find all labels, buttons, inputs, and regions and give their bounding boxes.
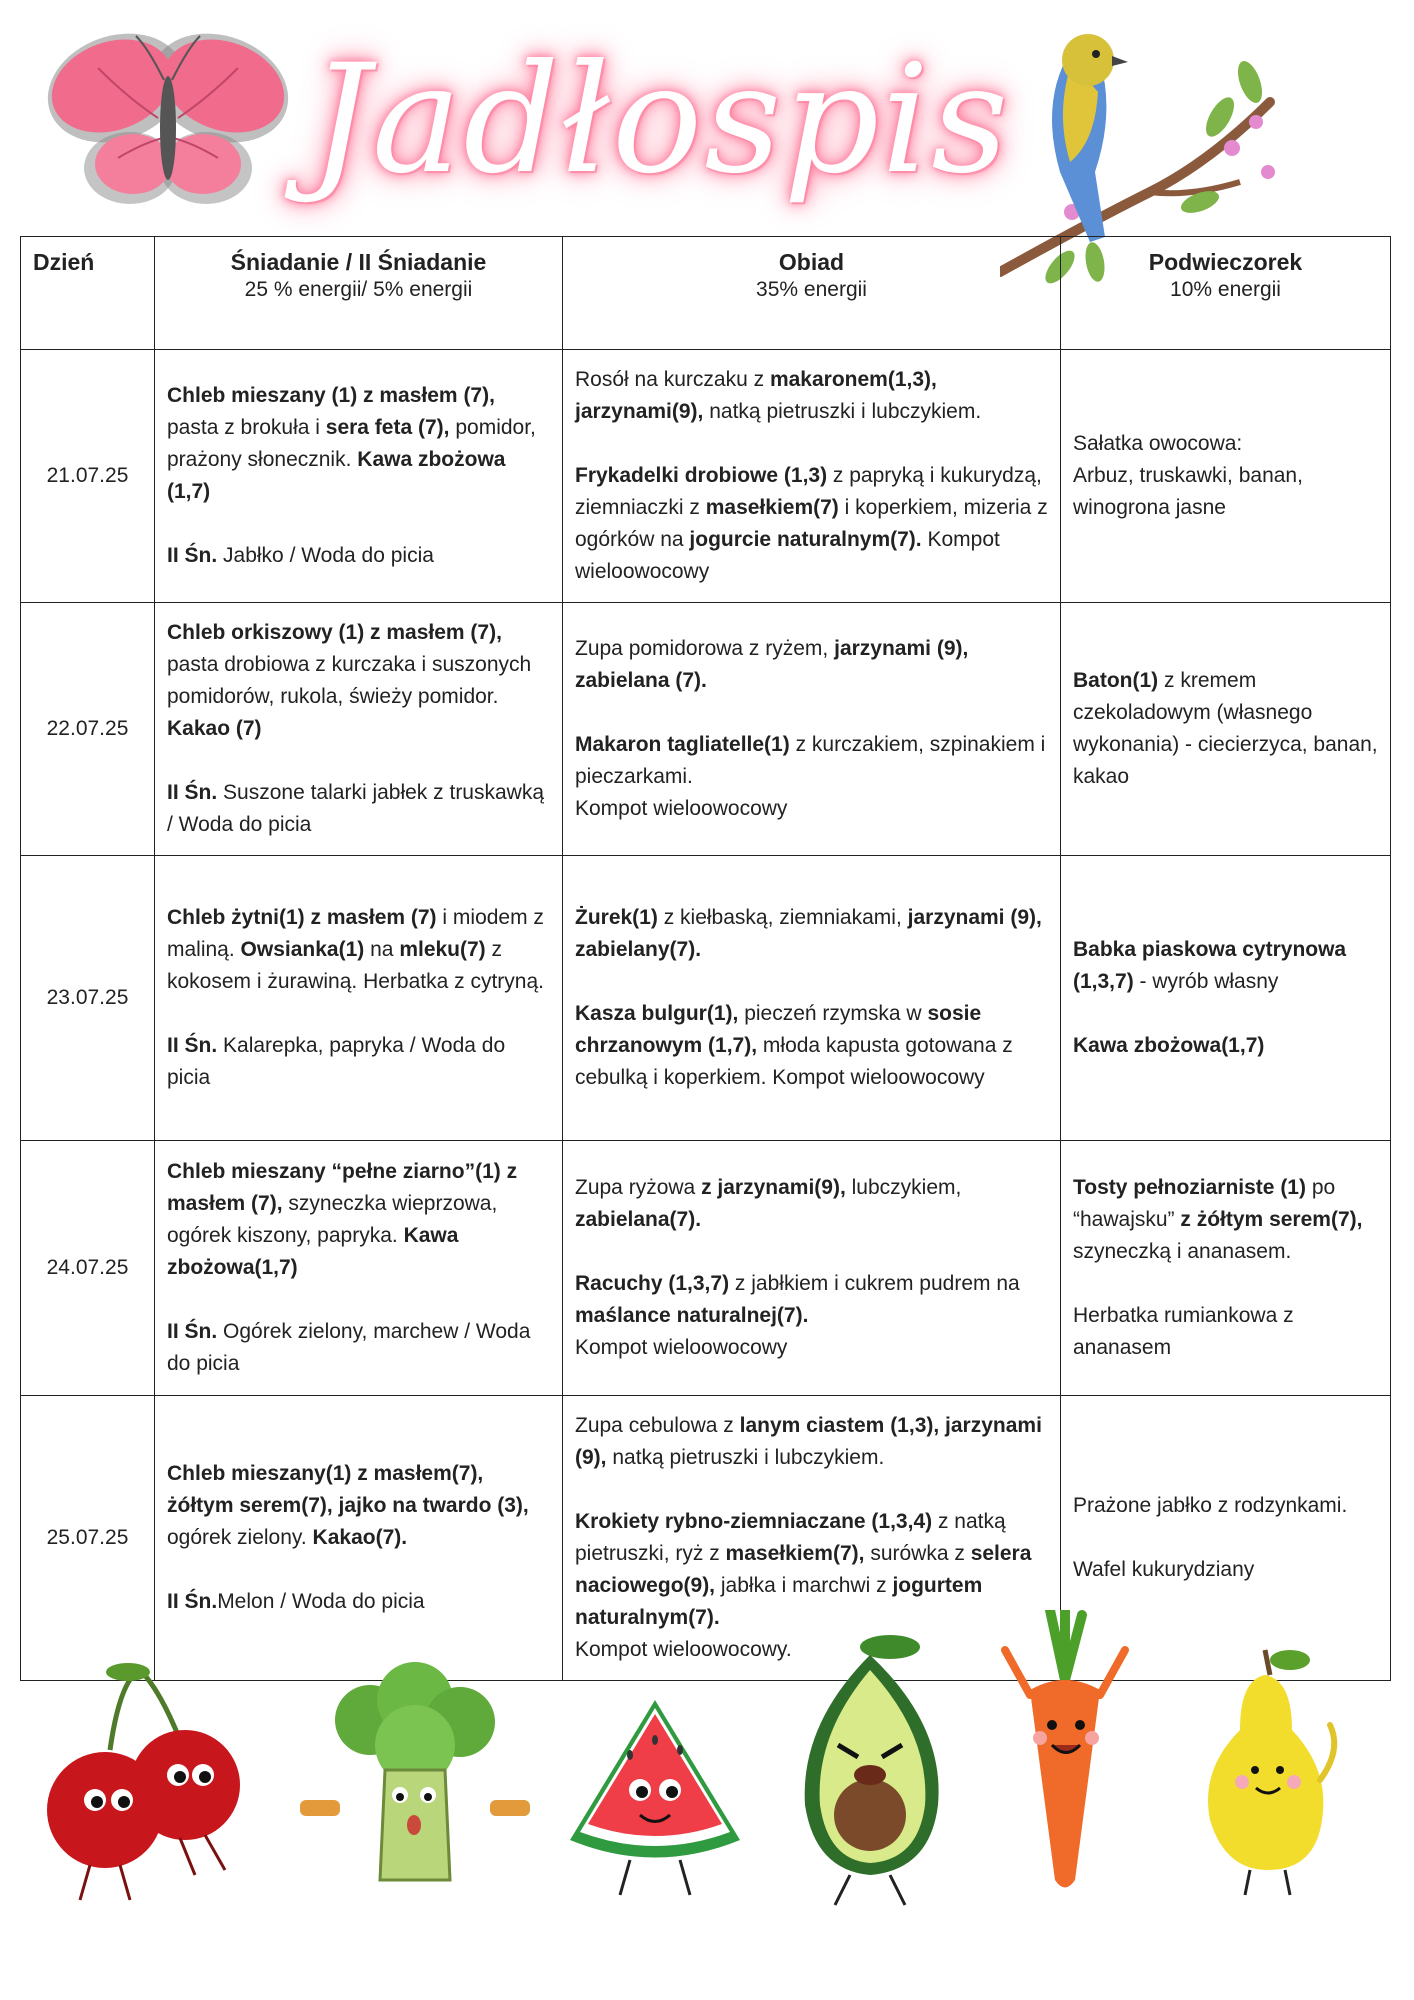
menu-text: z kurczakiem, szpinakiem i pieczarkami.: [575, 733, 1046, 788]
row-date: 22.07.25: [21, 603, 155, 856]
menu-bold: sera feta (7),: [325, 416, 450, 439]
breakfast-cell: [155, 350, 563, 603]
menu-text: na: [370, 938, 394, 961]
breakfast-cell: [155, 603, 563, 856]
menu-bold: selera naciowego(9),: [575, 1542, 1032, 1597]
menu-text: - wyrób własny: [1139, 970, 1279, 993]
menu-text: Zupa ryżowa: [575, 1176, 696, 1199]
menu-table: [20, 236, 1391, 1681]
lunch-cell: [563, 603, 1061, 856]
header-lunch-title: Obiad: [778, 249, 845, 275]
menu-bold: Owsianka(1): [240, 938, 365, 961]
menu-bold: Babka piaskowa cytrynowa (1,3,7): [1073, 938, 1347, 993]
header-snack-title: Podwieczorek: [1148, 249, 1303, 275]
watermelon-icon: [560, 1690, 750, 1920]
menu-bold: Frykadelki drobiowe (1,3): [575, 464, 828, 487]
broccoli-icon: [300, 1660, 530, 1910]
menu-bold: lanym ciastem (1,3),: [739, 1414, 940, 1437]
menu-text: surówka z: [870, 1542, 965, 1565]
header-snack: [1061, 237, 1391, 350]
menu-bold: Chleb żytni(1) z masłem (7): [167, 906, 437, 929]
menu-text: Zupa cebulowa z: [575, 1414, 734, 1437]
menu-text: natką pietruszki i lubczykiem.: [709, 400, 982, 423]
menu-text: Wafel kukurydziany: [1073, 1558, 1255, 1581]
header-day: Dzień: [21, 237, 155, 350]
menu-text: natką pietruszki i lubczykiem.: [612, 1446, 885, 1469]
menu-bold: jogurcie naturalnym(7).: [689, 528, 922, 551]
menu-text: z kokosem i żurawiną. Herbatka z cytryną.: [167, 938, 544, 993]
menu-bold: Baton(1): [1073, 669, 1159, 692]
menu-text: z kiełbaską, ziemniakami,: [663, 906, 902, 929]
row-date: 24.07.25: [21, 1141, 155, 1396]
table-row: [21, 1141, 1391, 1396]
menu-text: i koperkiem, mizeria z ogórków na: [575, 496, 1048, 551]
menu-bold: jarzynami (9), zabielana (7).: [575, 637, 969, 692]
menu-text: lubczykiem,: [851, 1176, 962, 1199]
menu-text: Kompot wieloowocowy: [575, 797, 788, 820]
snack-cell: [1061, 856, 1391, 1141]
menu-text: szyneczką i ananasem.: [1073, 1240, 1292, 1263]
menu-text: Prażone jabłko z rodzynkami.: [1073, 1494, 1348, 1517]
avocado-icon: [780, 1625, 960, 1915]
menu-bold: Kasza bulgur(1),: [575, 1002, 739, 1025]
menu-text: po “hawajsku”: [1073, 1176, 1336, 1231]
menu-text: z jabłkiem i cukrem pudrem na: [734, 1272, 1020, 1295]
table-row: [21, 603, 1391, 856]
table-row: [21, 350, 1391, 603]
snack-cell: [1061, 350, 1391, 603]
breakfast-cell: [155, 856, 563, 1141]
menu-text: Herbatka rumiankowa z ananasem: [1073, 1304, 1294, 1359]
menu-bold: Makaron tagliatelle(1): [575, 733, 790, 756]
menu-bold: masełkiem(7),: [725, 1542, 865, 1565]
menu-text: Suszone talarki jabłek z truskawką / Woda do picia: [167, 781, 545, 836]
butterfly-icon: [38, 28, 298, 228]
second-breakfast-label: II Śn.: [167, 544, 218, 567]
menu-bold: jogurtem naturalnym(7).: [575, 1574, 983, 1629]
menu-text: ogórek zielony.: [167, 1526, 307, 1549]
second-breakfast-label: II Śn.: [167, 1034, 218, 1057]
menu-bold: sosie chrzanowym (1,7),: [575, 1002, 982, 1057]
menu-text: Rosół na kurczaku z: [575, 368, 765, 391]
menu-bold: masełkiem(7): [705, 496, 839, 519]
menu-text: Ogórek zielony, marchew / Woda do picia: [167, 1320, 531, 1375]
menu-bold: Kawa zbożowa(1,7): [1073, 1034, 1265, 1057]
snack-cell: [1061, 603, 1391, 856]
menu-bold: makaronem(1,3),: [769, 368, 937, 391]
table-row: [21, 856, 1391, 1141]
menu-bold: jarzynami (9),: [575, 1414, 1042, 1469]
menu-text: z papryką i kukurydzą, ziemniaczki z: [575, 464, 1042, 519]
menu-bold: Chleb mieszany (1) z masłem (7),: [167, 384, 495, 407]
second-breakfast-label: II Śn.: [167, 1320, 218, 1343]
menu-text: młoda kapusta gotowana z cebulką i koperkiem. Kompot wieloowocowy: [575, 1034, 1013, 1089]
page-title: Jadłospis: [309, 33, 1011, 207]
menu-bold: Żurek(1): [575, 906, 658, 929]
row-date: 21.07.25: [21, 350, 155, 603]
second-breakfast-label: II Śn.: [167, 1590, 218, 1613]
menu-bold: jarzynami (9), zabielany(7).: [575, 906, 1042, 961]
menu-bold: maślance naturalnej(7).: [575, 1304, 809, 1327]
menu-bold: mleku(7): [399, 938, 486, 961]
menu-bold: Kakao(7).: [312, 1526, 408, 1549]
menu-text: z natką pietruszki, ryż z: [575, 1510, 1006, 1565]
menu-text: Melon / Woda do picia: [217, 1590, 425, 1613]
lunch-cell: [563, 856, 1061, 1141]
row-date: 23.07.25: [21, 856, 155, 1141]
table-header-row: [21, 237, 1391, 350]
menu-text: pieczeń rzymska w: [744, 1002, 922, 1025]
menu-text: jabłka i marchwi z: [720, 1574, 887, 1597]
menu-text: Jabłko / Woda do picia: [223, 544, 434, 567]
carrot-icon: [990, 1610, 1140, 1910]
menu-bold: zabielana(7).: [575, 1208, 702, 1231]
menu-bold: Chleb mieszany “pełne ziarno”(1) z masłem (7),: [167, 1160, 518, 1215]
header-breakfast: [155, 237, 563, 350]
menu-bold: Krokiety rybno-ziemniaczane (1,3,4): [575, 1510, 933, 1533]
menu-bold: Chleb mieszany(1) z masłem(7), żółtym serem(7), jajko na twardo (3),: [167, 1462, 529, 1517]
menu-text: pasta z brokuła i: [167, 416, 320, 439]
header-lunch: [563, 237, 1061, 350]
row-date: 25.07.25: [21, 1396, 155, 1681]
second-breakfast-label: II Śn.: [167, 781, 218, 804]
menu-bold: Racuchy (1,3,7): [575, 1272, 730, 1295]
menu-bold: z żółtym serem(7),: [1180, 1208, 1363, 1231]
menu-text: Kompot wieloowocowy.: [575, 1638, 792, 1661]
menu-text: i miodem z maliną.: [167, 906, 544, 961]
menu-bold: Kawa zbożowa (1,7): [167, 448, 506, 503]
lunch-cell: [563, 1141, 1061, 1396]
menu-text: pasta drobiowa z kurczaka i suszonych pomidorów, rukola, świeży pomidor.: [167, 653, 532, 708]
menu-text: Zupa pomidorowa z ryżem,: [575, 637, 829, 660]
menu-bold: Chleb orkiszowy (1) z masłem (7),: [167, 621, 502, 644]
menu-bold: Tosty pełnoziarniste (1): [1073, 1176, 1306, 1199]
menu-text: z kremem czekoladowym (własnego wykonania) - ciecierzyca, banan, kakao: [1073, 669, 1378, 788]
menu-text: szyneczka wieprzowa, ogórek kiszony, papryka.: [167, 1192, 498, 1247]
menu-bold: Kawa zbożowa(1,7): [167, 1224, 459, 1279]
header-breakfast-sub: 25 % energii/ 5% energii: [244, 278, 473, 301]
lunch-cell: [563, 350, 1061, 603]
menu-text: Sałatka owocowa:: [1073, 432, 1243, 455]
menu-text: Kompot wieloowocowy: [575, 528, 1000, 583]
breakfast-cell: [155, 1396, 563, 1681]
snack-cell: [1061, 1141, 1391, 1396]
menu-text: Arbuz, truskawki, banan, winogrona jasne: [1073, 464, 1303, 519]
menu-text: Kompot wieloowocowy: [575, 1336, 788, 1359]
menu-bold: jarzynami(9),: [575, 400, 704, 423]
pear-icon: [1170, 1630, 1350, 1900]
menu-bold: z jarzynami(9),: [701, 1176, 846, 1199]
menu-text: pomidor, prażony słonecznik.: [167, 416, 536, 471]
header-snack-sub: 10% energii: [1170, 278, 1281, 301]
menu-bold: Kakao (7): [167, 717, 262, 740]
header-lunch-sub: 35% energii: [756, 278, 867, 301]
breakfast-cell: [155, 1141, 563, 1396]
menu-text: Kalarepka, papryka / Woda do picia: [167, 1034, 506, 1089]
header-breakfast-title: Śniadanie / II Śniadanie: [230, 249, 487, 275]
cherries-icon: [30, 1660, 260, 1910]
